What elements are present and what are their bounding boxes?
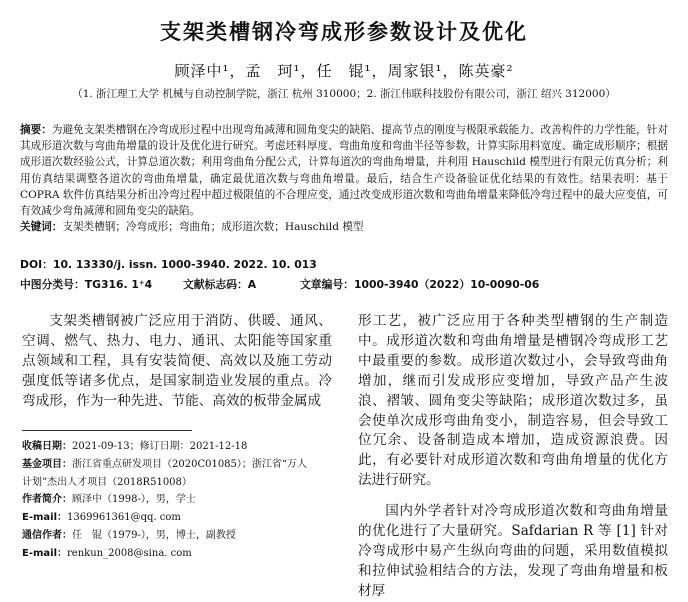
doi-label: DOI： bbox=[20, 258, 53, 271]
abstract-label: 摘要： bbox=[20, 124, 52, 136]
article-number-value: 1000-3940（2022）10-0090-06 bbox=[353, 278, 540, 291]
footnote-divider bbox=[22, 430, 192, 431]
doi-value: 10. 13330/j. issn. 1000-3940. 2022. 10. 013 bbox=[52, 258, 317, 271]
body-right-paragraph-1: 形工艺，被广泛应用于各种类型槽钢的生产制造中。成形道次数和弯曲角增量是槽钢冷弯成形工艺中最重要的参数。成形道次数过小，会导致弯曲角增加，继而引发成形应变增加，导致产品产生波浪、褶皱、圆角变尖等缺陷；成形道次数过多，虽会使单次成形弯曲角变小，制造容易，但会导致工位冗余、设备制造成本增加，造成资源浪费。因此，有必要针对成形道次数和弯曲角增量的优化方法进行研究。 bbox=[358, 313, 668, 489]
doc-code-value: A bbox=[247, 278, 257, 291]
footnote-line: 计划”杰出人才项目（2018R51008） bbox=[22, 476, 192, 488]
footnotes bbox=[22, 438, 340, 563]
clc-number bbox=[20, 277, 152, 292]
footnote-line: E-mail：renkun_2008@sina. com bbox=[22, 547, 192, 559]
abstract-text: 为避免支架类槽钢在冷弯成形过程中出现弯角减薄和圆角变尖的缺陷、提高节点的刚度与极限承载能力、改善构件的力学性能，针对其成形道次数与弯曲角增量的设计及优化进行研究。考虑坯料厚度、弯曲角度和弯曲半径等参数，计算实际用料宽度、确定成形顺序；根据成形道次数经验公式，计算总道次数；利用弯曲角分配公式，计算每道次的弯曲角增量，并利用 Hauschild 模型进行有限元仿真分析；利用仿真结果调整各道次的弯曲角增量，确定最优道次数与弯曲角增量。最后，结合生产设备验证优化结果的有效性。结果表明：基于 COPRA 软件仿真结果分析出冷弯过程中超过极限值的不合理应变，通过改变成形道次数和弯曲角增量来降低冷弯过程中的最大应变值，可有效减少弯角减薄和圆角变尖的缺陷。 bbox=[20, 124, 668, 218]
article-number bbox=[300, 277, 539, 292]
body-right-paragraph-2: 国内外学者针对冷弯成形道次数和弯曲角增量的优化进行了大量研究。Safdarian R 等 [1] 针对冷弯成形中易产生纵向弯曲的问题，采用数值模拟和拉伸试验相结合的方法，发现了弯曲角增量和板材厚 bbox=[358, 503, 668, 599]
document-code bbox=[183, 277, 256, 292]
footnote-line: 收稿日期：2021-09-13；修订日期：2021-12-18 bbox=[22, 441, 248, 452]
author-list: 顾泽中¹，孟 珂¹，任 锟¹，周家银¹，陈英豪² bbox=[174, 62, 514, 80]
doc-code-label: 文献标志码： bbox=[183, 278, 248, 291]
body-right-column bbox=[358, 312, 668, 602]
article-number-label: 文章编号： bbox=[300, 278, 354, 291]
footnote-line: 作者简介：顾泽中（1998-），男，学士 bbox=[22, 494, 196, 506]
paper-title: 支架类槽钢冷弯成形参数设计及优化 bbox=[160, 20, 528, 44]
body-left-paragraph: 支架类槽钢被广泛应用于消防、供暖、通风、空调、燃气、热力、电力、通讯、太阳能等国家重点领域和工程，具有安装简便、高效以及施工劳动强度低等诸多优点，是国家制造业发展的重点。冷弯成形，作为一种先进、节能、高效的板带金属成 bbox=[22, 313, 332, 409]
abstract bbox=[20, 122, 668, 235]
affiliations: （1. 浙江理工大学 机械与自动控制学院，浙江 杭州 310000；2. 浙江伟联科技股份有限公司，浙江 绍兴 312000） bbox=[72, 88, 616, 100]
doi-line bbox=[20, 257, 317, 272]
footnote-line: 基金项目：浙江省重点研发项目（2020C01085）；浙江省“万人 bbox=[22, 458, 308, 470]
footnote-line: 通信作者：任 锟（1979-），男，博士，副教授 bbox=[22, 529, 236, 541]
keywords-text: 支架类槽钢；冷弯成形；弯曲角；成形道次数；Hauschild 模型 bbox=[62, 221, 364, 234]
clc-value: TG316. 1⁺4 bbox=[84, 278, 153, 291]
keywords-label: 关键词： bbox=[20, 221, 63, 234]
clc-label: 中图分类号： bbox=[20, 278, 85, 291]
footnote-line: E-mail：1369961361@qq. com bbox=[22, 512, 181, 524]
